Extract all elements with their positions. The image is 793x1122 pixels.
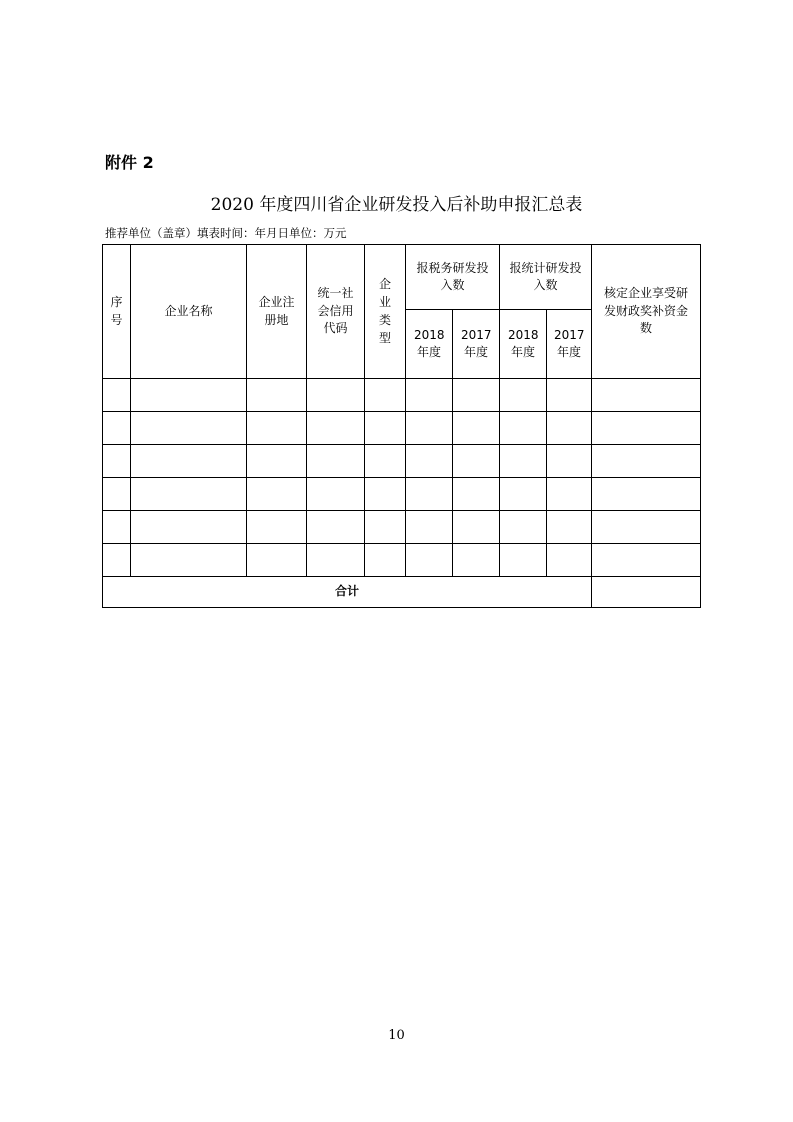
table-row	[103, 412, 701, 445]
header-company-type: 企业类型	[365, 245, 406, 379]
document-title: 2020 年度四川省企业研发投入后补助申报汇总表	[210, 195, 583, 215]
total-row	[103, 577, 701, 608]
header-stats-rd-group: 报统计研发投入数	[500, 245, 592, 310]
header-tax-2018: 2018 年度	[406, 310, 453, 379]
page-number: 10	[388, 1028, 405, 1043]
header-credit-code: 统一社会信用代码	[307, 245, 365, 379]
summary-table	[102, 244, 701, 608]
total-label: 合计	[103, 577, 592, 608]
header-tax-rd-group: 报税务研发投入数	[406, 245, 500, 310]
table-row	[103, 544, 701, 577]
header-tax-2017: 2017 年度	[453, 310, 500, 379]
total-value	[592, 577, 701, 608]
attachment-label: 附件 2	[105, 153, 154, 172]
header-registration: 企业注册地	[247, 245, 307, 379]
header-approved-subsidy: 核定企业享受研发财政奖补资金数	[592, 245, 701, 379]
table-row	[103, 511, 701, 544]
table-row	[103, 445, 701, 478]
header-index: 序号	[103, 245, 131, 379]
table-row	[103, 478, 701, 511]
header-stats-2018: 2018 年度	[500, 310, 547, 379]
table-row	[103, 379, 701, 412]
header-company-name: 企业名称	[131, 245, 247, 379]
header-stats-2017: 2017 年度	[547, 310, 592, 379]
recommending-unit-line: 推荐单位（盖章）填表时间：年月日单位：万元	[105, 226, 347, 240]
header-row-1	[103, 245, 701, 310]
